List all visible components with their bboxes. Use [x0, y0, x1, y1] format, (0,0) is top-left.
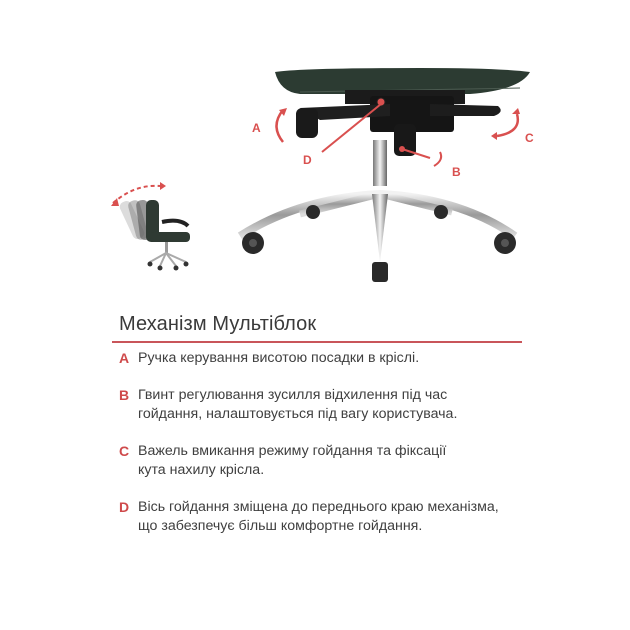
- feature-item-a: [119, 349, 539, 368]
- feature-letter: A: [119, 350, 130, 366]
- svg-text:B: B: [452, 165, 461, 179]
- feature-item-d: [119, 498, 539, 536]
- feature-letter: B: [119, 387, 130, 403]
- chair-mechanism-illustration: [0, 0, 630, 300]
- section-title: Механізм Мультіблок: [119, 313, 317, 335]
- description-line: гойдання, налаштовується під вагу користувача.: [138, 406, 458, 422]
- description-line: Гвинт регулювання зусилля відхилення під час: [138, 387, 448, 403]
- svg-text:D: D: [303, 153, 312, 167]
- description-line: Вісь гойдання зміщена до переднього краю механізма,: [138, 499, 499, 515]
- feature-letter: C: [119, 443, 130, 459]
- description-line: Ручка керування висотою посадки в кріслі.: [138, 350, 420, 366]
- svg-text:C: C: [525, 131, 534, 145]
- feature-description: [138, 442, 446, 480]
- feature-description: [138, 349, 419, 368]
- description-line: кута нахилу крісла.: [138, 462, 265, 478]
- svg-text:A: A: [252, 121, 261, 135]
- feature-list: [119, 349, 539, 554]
- description-line: що забезпечує більш комфортне гойдання.: [138, 518, 423, 534]
- feature-item-b: [119, 386, 539, 424]
- title-divider: [112, 341, 522, 343]
- feature-letter: D: [119, 499, 130, 515]
- feature-description: [138, 386, 457, 424]
- chair-main-image: [240, 68, 530, 282]
- recline-chair-thumbnail: [111, 182, 190, 271]
- description-line: Важель вмикання режиму гойдання та фіксації: [138, 443, 447, 459]
- feature-description: [138, 498, 499, 536]
- callout-a: [252, 108, 287, 142]
- feature-item-c: [119, 442, 539, 480]
